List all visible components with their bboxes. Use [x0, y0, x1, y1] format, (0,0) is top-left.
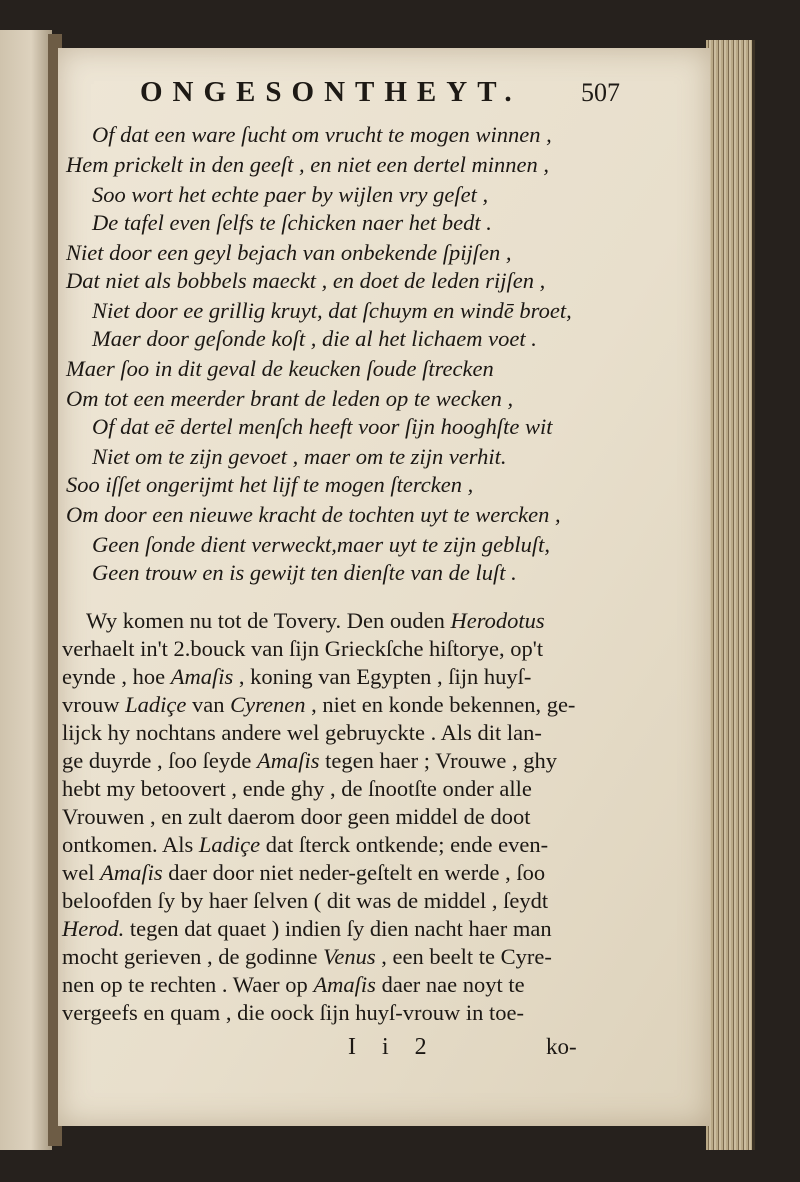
prose-line: lijck hy nochtans andere wel gebruyckte . Als dit lan-	[62, 720, 542, 745]
prose-line: mocht gerieven , de godinne Venus , een beelt te Cyre-	[62, 944, 552, 969]
verse-line: Geen trouw en is gewijt ten dienſte van de luſt .	[92, 560, 517, 585]
page-number: 507	[581, 78, 620, 107]
prose-line: hebt my betoovert , ende ghy , de ſnootſte onder alle	[62, 776, 532, 801]
verse-line: Om door een nieuwe kracht de tochten uyt te wercken ,	[66, 502, 561, 527]
verse-line: De tafel even ſelfs te ſchicken naer het bedt .	[92, 210, 492, 235]
verse-line: Dat niet als bobbels maeckt , en doet de leden rijſen ,	[66, 268, 546, 293]
verse-line: Niet om te zijn gevoet , maer om te zijn verhit.	[92, 444, 507, 469]
verse-line: Soo wort het echte paer by wijlen vry geſet ,	[92, 182, 489, 207]
page-block-edge	[706, 40, 755, 1150]
prose-line: nen op te rechten . Waer op Amaſis daer nae noyt te	[62, 972, 525, 997]
prose-line: vrouw Ladiçe van Cyrenen , niet en konde bekennen, ge-	[62, 692, 576, 717]
verse-line: Of dat een ware ſucht om vrucht te mogen winnen ,	[92, 122, 552, 147]
verse-line: Niet door een geyl bejach van onbekende ſpijſen ,	[66, 240, 512, 265]
verse-line: Geen ſonde dient verweckt,maer uyt te zijn gebluſt,	[92, 532, 550, 557]
running-title: ONGESONTHEYT.	[140, 76, 522, 108]
verse-line: Of dat eē dertel menſch heeft voor ſijn hooghſte wit	[92, 414, 553, 439]
verse-line: Maer ſoo in dit geval de keucken ſoude ſtrecken	[66, 356, 494, 381]
verse-line: Om tot een meerder brant de leden op te wecken ,	[66, 386, 514, 411]
left-page-edge	[0, 30, 52, 1150]
prose-line: Herod. tegen dat quaet ) indien ſy dien nacht haer man	[62, 916, 552, 941]
prose-line: Wy komen nu tot de Tovery. Den ouden Herodotus	[86, 608, 545, 633]
signature-mark: I i 2	[348, 1034, 437, 1060]
verse-line: Maer door geſonde koſt , die al het lichaem voet .	[92, 326, 537, 351]
catchword: ko-	[546, 1034, 577, 1059]
prose-line: Vrouwen , en zult daerom door geen middel de doot	[62, 804, 531, 829]
page-header	[140, 76, 620, 112]
prose-line: wel Amaſis daer door niet neder-geſtelt en werde , ſoo	[62, 860, 546, 885]
verse-line: Niet door ee grillig kruyt, dat ſchuym en windē broet,	[92, 298, 572, 323]
prose-line: eynde , hoe Amaſis , koning van Egypten , ſijn huyſ-	[62, 664, 532, 689]
prose-line: vergeefs en quam , die oock ſijn huyſ-vrouw in toe-	[62, 1000, 524, 1025]
prose-line: ge duyrde , ſoo ſeyde Amaſis tegen haer ; Vrouwe , ghy	[62, 748, 558, 773]
prose-line: ontkomen. Als Ladiçe dat ſterck ontkende; ende even-	[62, 832, 549, 857]
verse-line: Soo iſſet ongerijmt het lijf te mogen ſtercken ,	[66, 472, 474, 497]
prose-line: beloofden ſy by haer ſelven ( dit was de middel , ſeydt	[62, 888, 549, 913]
verse-line: Hem prickelt in den geeſt , en niet een dertel minnen ,	[66, 152, 549, 177]
prose-line: verhaelt in't 2.bouck van ſijn Grieckſche hiſtorye, op't	[62, 636, 544, 661]
